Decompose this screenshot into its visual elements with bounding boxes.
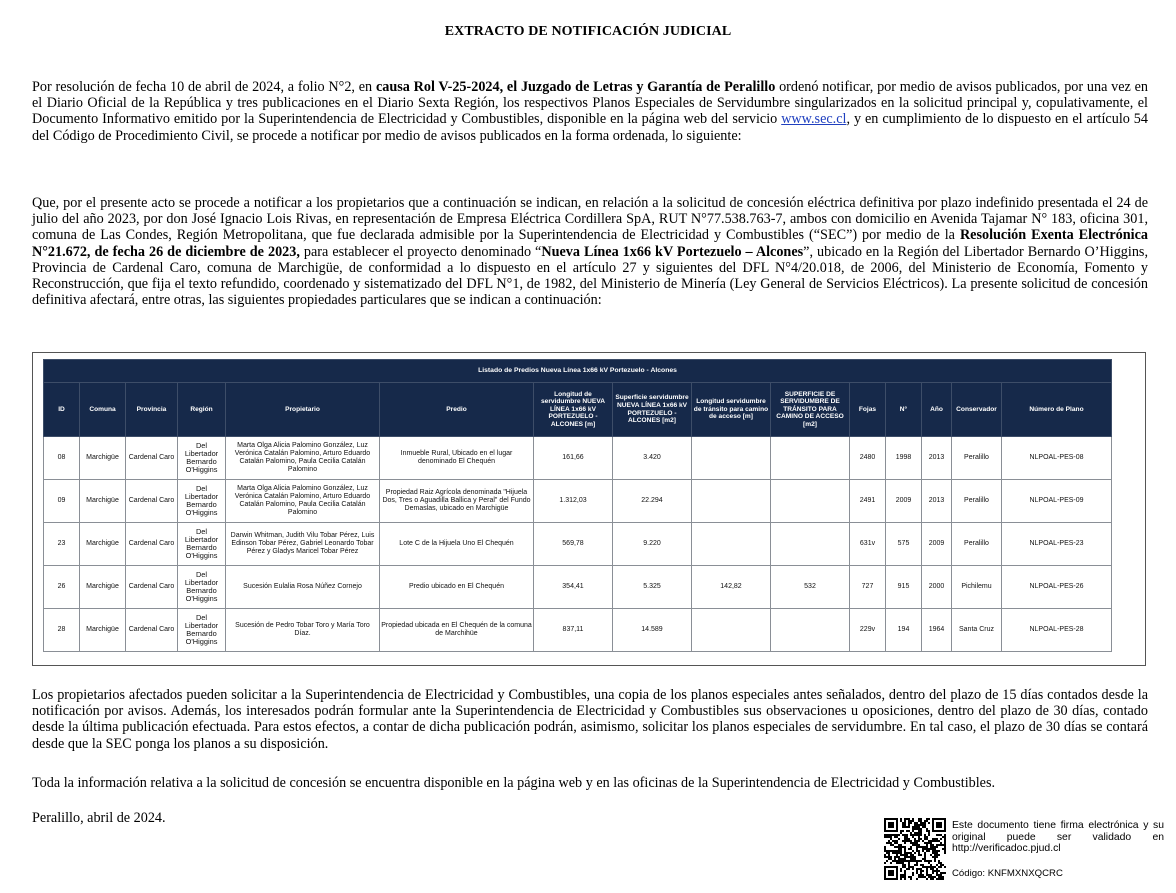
table-cell: Cardenal Caro — [126, 480, 178, 523]
properties-table-frame — [32, 352, 1146, 666]
column-header: ID — [44, 383, 80, 437]
table-cell: 575 — [886, 523, 922, 566]
table-cell: Sucesión Eulalia Rosa Núñez Cornejo — [226, 566, 380, 609]
table-cell: 727 — [850, 566, 886, 609]
table-cell: Marchigüe — [80, 566, 126, 609]
table-cell: 28 — [44, 609, 80, 652]
text-span: Por resolución de fecha 10 de abril de 2024, a folio N°2, en — [32, 79, 376, 95]
column-header: Superficie servidumbre NUEVA LÍNEA 1x66 kV PORTEZUELO - ALCONES [m2] — [613, 383, 692, 437]
paragraph-information: Toda la información relativa a la solicitud de concesión se encuentra disponible en la página web y en las oficinas de la Superintendencia de Electricidad y Combustibles. — [32, 775, 996, 791]
table-cell: NLPOAL-PES-23 — [1002, 523, 1112, 566]
table-cell: 569,78 — [534, 523, 613, 566]
table-cell: 08 — [44, 437, 80, 480]
verification-code: Código: KNFMXNXQCRC — [952, 868, 1063, 879]
table-cell: Santa Cruz — [952, 609, 1002, 652]
table-cell: Lote C de la Hijuela Uno El Chequén — [380, 523, 534, 566]
table-cell: 142,82 — [692, 566, 771, 609]
text-span: para establecer el proyecto denominado “ — [299, 243, 542, 260]
table-cell: Inmueble Rural, Ubicado en el lugar denominado El Chequén — [380, 437, 534, 480]
bold-resolution-reference: Resolución Exenta Electrónica N°21.672, de fecha 26 de diciembre de 2023, — [32, 227, 1148, 260]
table-cell: 532 — [771, 566, 850, 609]
table-cell: 631v — [850, 523, 886, 566]
column-header: SUPERFICIE DE SERVIDUMBRE DE TRÁNSITO PARA CAMINO DE ACCESO [m2] — [771, 383, 850, 437]
table-cell: 2013 — [922, 480, 952, 523]
column-header: Longitud servidumbre de tránsito para camino de acceso [m] — [692, 383, 771, 437]
column-header: Conservador — [952, 383, 1002, 437]
table-cell: Marchigüe — [80, 480, 126, 523]
table-cell: 915 — [886, 566, 922, 609]
table-cell — [771, 609, 850, 652]
table-cell: Peralillo — [952, 437, 1002, 480]
table-cell: 26 — [44, 566, 80, 609]
table-cell: Darwin Whitman, Judith Vilu Tobar Pérez, Luis Edinson Tobar Pérez, Gabriel Leonardo Tobar Pérez y Gladys Maricel Tobar Pérez — [226, 523, 380, 566]
table-cell: 3.420 — [613, 437, 692, 480]
table-cell: 1964 — [922, 609, 952, 652]
table-cell: 22.294 — [613, 480, 692, 523]
column-header: Predio — [380, 383, 534, 437]
column-header: Provincia — [126, 383, 178, 437]
table-cell: Predio ubicado en El Chequén — [380, 566, 534, 609]
verification-text: Este documento tiene firma electrónica y su original puede ser validado en http://verificadoc.pjud.cl — [952, 820, 1164, 855]
properties-table — [43, 359, 1112, 652]
table-cell — [771, 480, 850, 523]
qr-code-icon — [884, 818, 946, 880]
table-cell: Del Libertador Bernardo O'Higgins — [178, 566, 226, 609]
table-cell: Marta Olga Alicia Palomino González, Luz Verónica Catalán Palomino, Arturo Eduardo Catalán Palomino, Paula Cecilia Catalán Palomino — [226, 437, 380, 480]
table-cell: NLPOAL-PES-08 — [1002, 437, 1112, 480]
table-cell: 1998 — [886, 437, 922, 480]
table-cell — [771, 437, 850, 480]
column-header: N° — [886, 383, 922, 437]
table-cell: Peralillo — [952, 480, 1002, 523]
table-row — [44, 566, 1112, 609]
table-cell: 14.589 — [613, 609, 692, 652]
table-row — [44, 480, 1112, 523]
bold-case-reference: causa Rol V-25-2024, el Juzgado de Letras y Garantía de Peralillo — [375, 79, 776, 95]
table-cell: 354,41 — [534, 566, 613, 609]
table-cell: 194 — [886, 609, 922, 652]
table-cell: Pichilemu — [952, 566, 1002, 609]
table-cell: 9.220 — [613, 523, 692, 566]
paragraph-notification — [32, 195, 1148, 308]
table-cell: Propiedad ubicada en El Chequén de la comuna de Marchihüe — [380, 609, 534, 652]
text-span: ordenó notificar, por medio de avisos publicados, por una vez en el Diario Oficial de la República y tres publicaciones en el Diario Sexta Región, los respectivos Planos Especiales de Servidumbre singularizados en la solicitud principal y, copulativamente, el Documento Informativo emitido por la Superintendencia de Electricidad y Combustibles, disponible en la página web del servicio — [32, 79, 1149, 128]
table-cell: 2000 — [922, 566, 952, 609]
text-span: Que, por el presente acto se procede a notificar a los propietarios que a continuación se indican, en relación a la solicitud de concesión eléctrica definitiva por plazo indefinido presentada el 24 de julio del año 2023, por don José Ignacio Lois Rivas, en representación de Empresa Eléctrica Cordillera SpA, RUT N°77.538.763-7, ambos con domicilio en Avenida Tajamar N° 183, oficina 301, comuna de Las Condes, Región Metropolitana, que fue declarada admisible por la Superintendencia de Electricidad y Combustibles (“SEC”) por medio de la — [32, 195, 1148, 244]
table-cell: Marchigüe — [80, 523, 126, 566]
verification-block — [884, 818, 1164, 882]
table-cell: NLPOAL-PES-28 — [1002, 609, 1112, 652]
table-cell: 1.312,03 — [534, 480, 613, 523]
table-cell — [692, 480, 771, 523]
table-cell: 229v — [850, 609, 886, 652]
column-header: Fojas — [850, 383, 886, 437]
column-header: Propietario — [226, 383, 380, 437]
column-header: Número de Plano — [1002, 383, 1112, 437]
table-cell — [692, 523, 771, 566]
table-cell: Del Libertador Bernardo O'Higgins — [178, 480, 226, 523]
document-title: EXTRACTO DE NOTIFICACIÓN JUDICIAL — [444, 24, 732, 39]
table-cell: 837,11 — [534, 609, 613, 652]
table-cell: NLPOAL-PES-09 — [1002, 480, 1112, 523]
table-cell: 5.325 — [613, 566, 692, 609]
text-span: ”, ubicado en la Región del Libertador Bernardo O’Higgins, Provincia de Cardenal Caro, comuna de Marchigüe, de conformidad a lo dispuesto en el artículo 27 y siguientes del DFL N°4/20.018, de 2006, del Ministerio de Economía, Fomento y Reconstrucción, que fija el texto refundido, coordenado y sistematizado del DFL N°1, de 1982, del Ministerio de Minería (Ley General de Servicios Eléctricos). La presente solicitud de concesión definitiva afectará, entre otras, las siguientes propiedades particulares que se indican a continuación: — [32, 243, 1148, 309]
text-span: , y en cumplimiento de lo dispuesto en el artículo 54 del Código de Procedimiento Civil, se procede a notificar por medio de avisos publicados en la forma ordenada, lo siguiente: — [32, 111, 1148, 144]
paragraph-resolution — [32, 79, 1148, 144]
table-caption: Listado de Predios Nueva Línea 1x66 kV Portezuelo - Alcones — [44, 360, 1112, 383]
table-cell: Cardenal Caro — [126, 609, 178, 652]
table-cell: Marchigüe — [80, 609, 126, 652]
table-cell: 2480 — [850, 437, 886, 480]
table-cell: Propiedad Raiz Agrícola denominada "Hijuela Dos, Tres o Aguadilla Ballica y Peral" del Fundo Demaslas, ubicado en Marchigüe — [380, 480, 534, 523]
table-cell: Cardenal Caro — [126, 566, 178, 609]
sec-website-link[interactable]: www.sec.cl — [781, 111, 847, 128]
table-row — [44, 523, 1112, 566]
bold-project-name: Nueva Línea 1x66 kV Portezuelo – Alcones — [541, 243, 804, 260]
table-cell: Sucesión de Pedro Tobar Toro y María Toro Díaz. — [226, 609, 380, 652]
table-cell — [692, 437, 771, 480]
table-cell: 2009 — [922, 523, 952, 566]
place-date: Peralillo, abril de 2024. — [32, 810, 166, 826]
column-header: Comuna — [80, 383, 126, 437]
table-cell: Del Libertador Bernardo O'Higgins — [178, 609, 226, 652]
table-cell: 23 — [44, 523, 80, 566]
table-cell — [771, 523, 850, 566]
table-cell: Cardenal Caro — [126, 523, 178, 566]
table-cell: Marta Olga Alicia Palomino González, Luz Verónica Catalán Palomino, Arturo Eduardo Catalán Palomino, Paula Cecilia Catalán Palomino — [226, 480, 380, 523]
table-cell: 2009 — [886, 480, 922, 523]
table-cell: 2013 — [922, 437, 952, 480]
table-cell: Del Libertador Bernardo O'Higgins — [178, 437, 226, 480]
column-header: Región — [178, 383, 226, 437]
column-header: Año — [922, 383, 952, 437]
table-cell: 2491 — [850, 480, 886, 523]
table-cell: Marchigüe — [80, 437, 126, 480]
table-row — [44, 437, 1112, 480]
table-cell: Peralillo — [952, 523, 1002, 566]
table-cell: Cardenal Caro — [126, 437, 178, 480]
column-header: Longitud de servidumbre NUEVA LÍNEA 1x66 kV PORTEZUELO - ALCONES [m] — [534, 383, 613, 437]
paragraph-rights: Los propietarios afectados pueden solicitar a la Superintendencia de Electricidad y Combustibles, una copia de los planos especiales antes señalados, dentro del plazo de 15 días contados desde la notificación por avisos. Además, los interesados podrán formular ante la Superintendencia de Electricidad y Combustibles sus observaciones u oposiciones, dentro del plazo de 30 días, contado desde la última publicación efectuada. Para estos efectos, a contar de dicha publicación podrán, asimismo, solicitar los planos especiales de servidumbre. En tal caso, el plazo de 30 días se contará desde que la SEC ponga los planos a su disposición. — [32, 687, 1148, 752]
table-cell — [692, 609, 771, 652]
table-cell: NLPOAL-PES-26 — [1002, 566, 1112, 609]
table-cell: Del Libertador Bernardo O'Higgins — [178, 523, 226, 566]
table-row — [44, 609, 1112, 652]
table-cell: 161,66 — [534, 437, 613, 480]
table-cell: 09 — [44, 480, 80, 523]
